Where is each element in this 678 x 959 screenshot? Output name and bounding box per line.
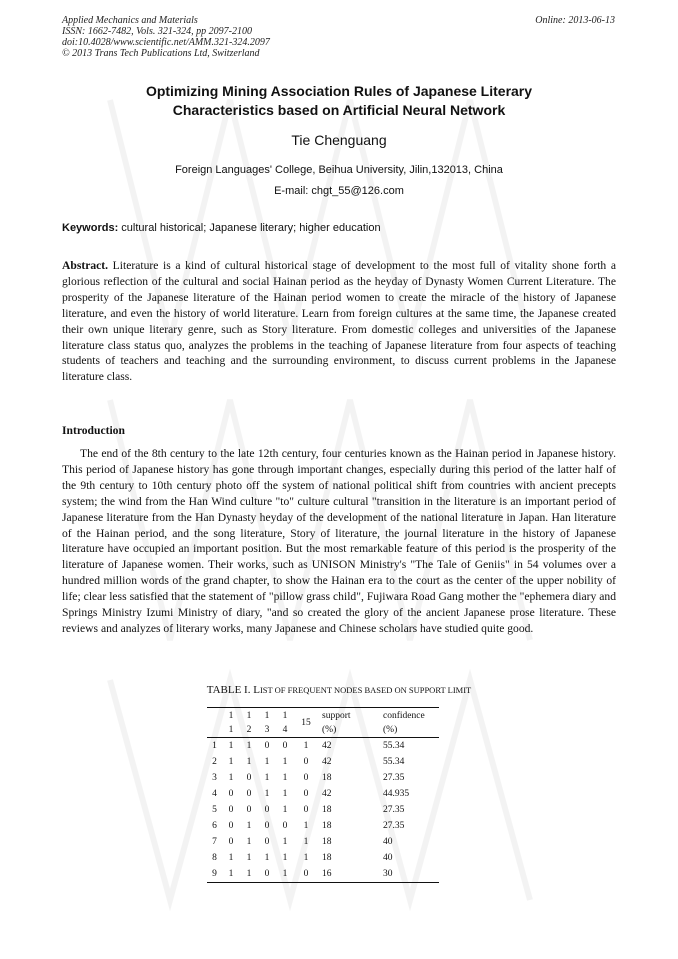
header-support: support (%): [322, 710, 351, 735]
journal-meta: [62, 15, 270, 59]
header-confidence: confidence (%): [383, 710, 425, 735]
doi: doi:10.4028/www.scientific.net/AMM.321-324.2097: [62, 37, 270, 48]
issn: ISSN: 1662-7482, Vols. 321-324, pp 2097-2100: [62, 26, 252, 37]
keywords-text: cultural historical; Japanese literary; higher education: [118, 222, 381, 234]
header-col-11: 1 1: [228, 710, 234, 735]
online-date: Online: 2013-06-13: [535, 15, 615, 26]
email: E-mail: chgt_55@126.com: [274, 185, 404, 197]
table-row: 5 0 0 0 1 0 18 27.35: [212, 805, 405, 815]
affiliation: Foreign Languages' College, Beihua University, Jilin,132013, China: [175, 164, 503, 176]
author: Tie Chenguang: [291, 132, 387, 148]
header-index: [207, 708, 222, 738]
table-row: 3 1 0 1 1 0 18 27.35: [212, 773, 405, 783]
caption-rest: IST OF FREQUENT NODES BASED ON SUPPORT LIMIT: [259, 685, 472, 695]
keywords: [62, 222, 616, 234]
table-row: 8 1 1 1 1 1 18 40: [212, 853, 393, 863]
header-col-15: 15: [301, 717, 311, 728]
table-row: 7 0 1 0 1 1 18 40: [212, 837, 393, 847]
keywords-label: Keywords:: [62, 222, 119, 234]
table-header-row: [207, 708, 439, 738]
table-row: 9 1 1 0 1 0 16 30: [207, 866, 439, 883]
header-col-13: 1 3: [264, 710, 270, 735]
header-col-14: 1 4: [282, 710, 288, 735]
table-caption: [62, 684, 616, 696]
copyright: © 2013 Trans Tech Publications Ltd, Switzerland: [62, 48, 260, 59]
title-line-1: Optimizing Mining Association Rules of Japanese Literary: [145, 83, 533, 99]
table-row: 4 0 0 1 1 0 42 44.935: [212, 789, 410, 799]
abstract: [62, 258, 616, 385]
journal-name: Applied Mechanics and Materials: [62, 15, 198, 26]
introduction-text: The end of the 8th century to the late 12th century, four centuries known as the Hainan period in Japanese history. This period of Japanese history has gone through important changes, especially during this period of the latter half of the 9th century to 10th century photo off the system of national political shift from countries with ancient precepts system; the wind from the Han Wind culture "to" culture cultural "transition in the literature is an important period of Japanese literature from the Han Dynasty heyday of the development of the national literature in Japan. Han literature of the Hainan period, and the song literature, Story of literature, the journal literature in the history of Japanese literature have occupied an important position. But the most remarkable feature of this period is the prosperity of the literature of Japanese women. Their works, such as UNISON Ministry's "The Tale of Geniis" in 54 volumes over a hundred million words of the grand chapter, to show the Hainan era to the court as the center of the upper nobility of life; clear less satisfied that the statement of "pillow grass child", Fujiwara Road Gang mother the "ephemera diary and Springs Ministry Izumi Ministry of diary, "and so created the glory of the ancient Japanese prose literature. These reviews and analyzes of literary works, many Japanese and Chinese scholars have studied quite good.: [62, 447, 616, 635]
abstract-label: Abstract.: [62, 259, 109, 272]
title-line-2: Characteristics based on Artificial Neural Network: [172, 102, 506, 118]
table-row: 1 1 1 0 0 1 42 55.34: [212, 741, 405, 751]
header-col-12: 1 2: [246, 710, 252, 735]
caption-prefix: TABLE I. L: [206, 684, 260, 696]
paper-title: [62, 82, 616, 120]
table-row: 2 1 1 1 1 0 42 55.34: [212, 757, 405, 767]
section-heading-introduction: Introduction: [62, 424, 125, 437]
table-row: 6 0 1 0 0 1 18 27.35: [212, 821, 405, 831]
abstract-text: Literature is a kind of cultural historical stage of development to the most full of vitality shone forth a glorious reflection of the cultural and social Hainan period as the heyday of Dynasty Women Current Literature. The prosperity of the Japanese literature of the Hainan period women to create the miracle of the history of Japanese literature, and even the history of world literature. Learn from foreign cultures at the same time, the Japanese created their own unique literary genre, such as Story literature. From domestic colleges and universities of the Japanese literature class status quo, analyzes the problems in the teaching of Japanese literature from four aspects of teaching students of teachers and teaching and the surrounding environment, to discuss current problems in the Japanese literature class.: [62, 259, 616, 384]
frequent-nodes-table: [207, 707, 439, 883]
